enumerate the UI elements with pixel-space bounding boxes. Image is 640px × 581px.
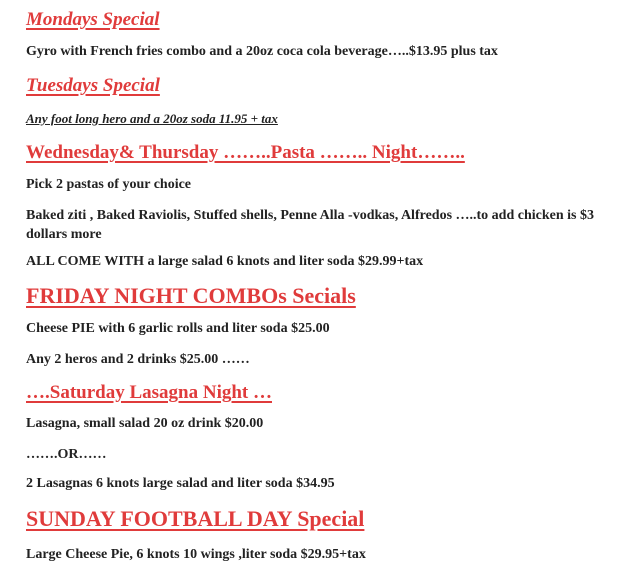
sunday-heading: SUNDAY FOOTBALL DAY Special xyxy=(26,506,365,531)
friday-line1: Cheese PIE with 6 garlic rolls and liter soda $25.00 xyxy=(26,321,330,336)
friday-line2: Any 2 heros and 2 drinks $25.00 …… xyxy=(26,352,250,367)
saturday-line3: 2 Lasagnas 6 knots large salad and liter soda $34.95 xyxy=(26,476,335,491)
wed-thu-line3: ALL COME WITH a large salad 6 knots and liter soda $29.99+tax xyxy=(26,254,424,269)
tuesday-text: Any foot long hero and a 20oz soda 11.95 + tax xyxy=(26,111,278,126)
saturday-line1: Lasagna, small salad 20 oz drink $20.00 xyxy=(26,416,264,431)
sunday-line1: Large Cheese Pie, 6 knots 10 wings ,liter soda $29.95+tax xyxy=(26,547,366,562)
friday-heading: FRIDAY NIGHT COMBOs Secials xyxy=(26,283,356,308)
tuesday-heading: Tuesdays Special xyxy=(26,75,160,96)
monday-heading: Mondays Special xyxy=(26,9,160,30)
wed-thu-line2: Baked ziti , Baked Raviolis, Stuffed shells, Penne Alla -vodkas, Alfredos …..to add chicken is $3 dollars more xyxy=(26,208,594,242)
monday-text: Gyro with French fries combo and a 20oz coca cola beverage…..$13.95 plus tax xyxy=(26,44,498,59)
saturday-line2: …….OR…… xyxy=(26,447,107,462)
saturday-heading: ….Saturday Lasagna Night … xyxy=(26,382,272,403)
wed-thu-heading: Wednesday& Thursday ……..Pasta …….. Night…….. xyxy=(26,142,465,163)
wed-thu-line1: Pick 2 pastas of your choice xyxy=(26,177,192,192)
